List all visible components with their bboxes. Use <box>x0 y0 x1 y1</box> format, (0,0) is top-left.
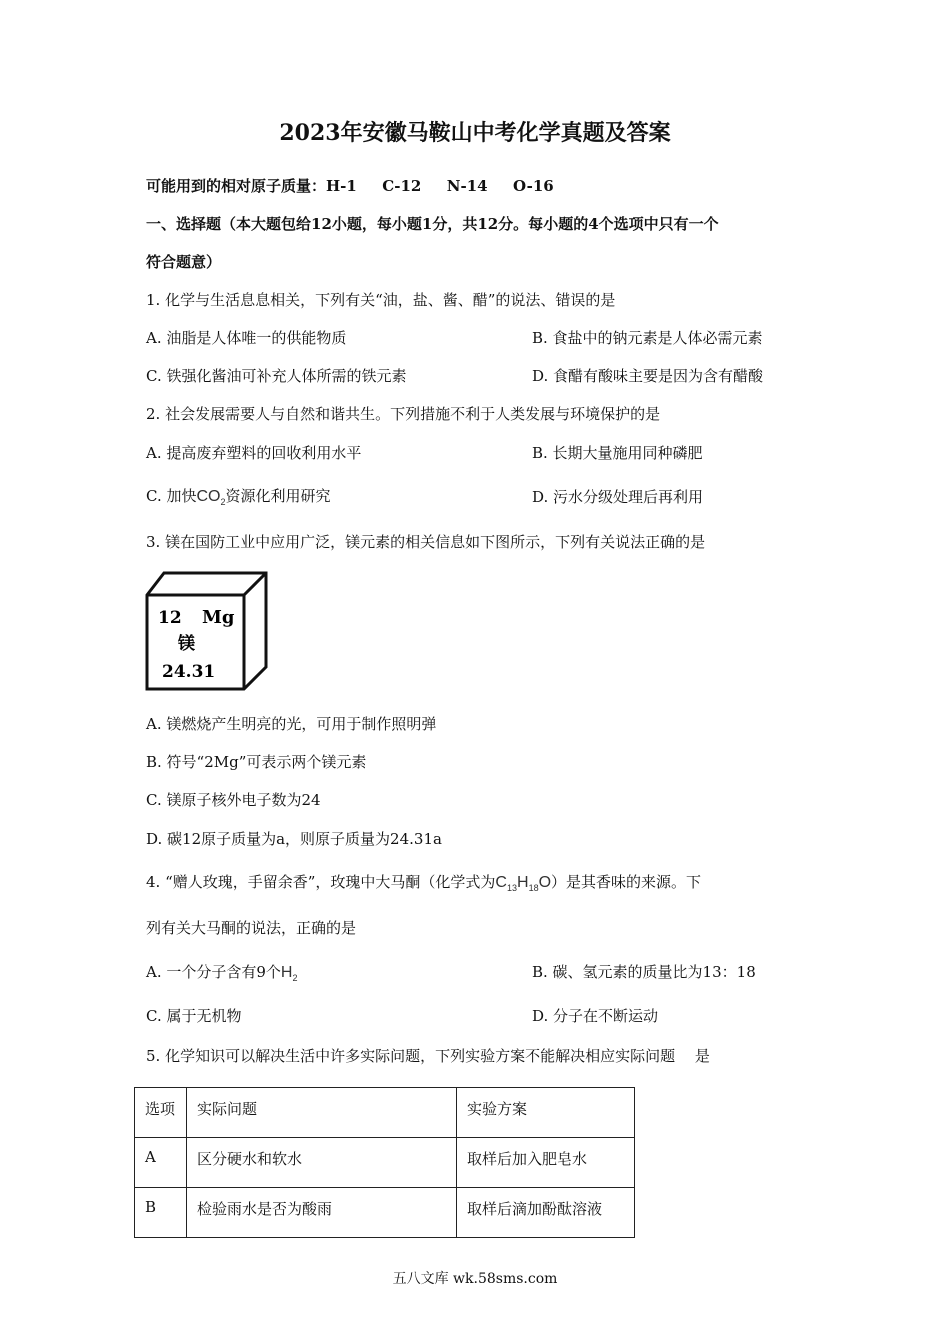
q2-option-c-post: 资源化利用研究 <box>225 487 331 505</box>
table-cell: B <box>135 1188 187 1238</box>
formula-h-sub: 18 <box>528 883 539 894</box>
q2-option-c-pre: C. 加快 <box>146 487 197 505</box>
q4-stem <box>146 872 701 898</box>
h2-subscript: 2 <box>292 973 298 984</box>
table-row <box>135 1138 635 1188</box>
q4-option-a-pre: A. 一个分子含有9个 <box>146 963 281 981</box>
q1-option-a: A. 油脂是人体唯一的供能物质 <box>146 329 347 347</box>
element-mass: 24.31 <box>162 662 216 682</box>
element-name: 镁 <box>178 634 195 654</box>
table-row <box>135 1188 635 1238</box>
q4-stem-line2: 列有关大马酮的说法，正确的是 <box>146 919 357 937</box>
formula-c-sub: 13 <box>506 883 517 894</box>
co2-subscript: 2 <box>220 497 226 508</box>
section-heading-line2: 符合题意） <box>146 253 222 271</box>
q5-stem: 5. 化学知识可以解决生活中许多实际问题，下列实验方案不能解决相应实际问题 是 <box>146 1047 710 1065</box>
h2-formula <box>280 964 298 984</box>
h2-symbol: H <box>280 964 293 981</box>
footer-watermark: 五八文库 wk.58sms.com <box>392 1271 558 1287</box>
q2-option-d: D. 污水分级处理后再利用 <box>532 488 704 506</box>
co2-symbol: CO <box>196 488 221 505</box>
page-title: 2023年安徽马鞍山中考化学真题及答案 <box>279 120 671 146</box>
atomic-mass-line: 可能用到的相对原子质量：H-1 C-12 N-14 O-16 <box>146 177 554 195</box>
q4-option-b: B. 碳、氢元素的质量比为13：18 <box>532 963 756 981</box>
element-number: 12 <box>158 608 182 628</box>
q3-option-a: A. 镁燃烧产生明亮的光，可用于制作照明弹 <box>146 715 437 733</box>
q4-option-d: D. 分子在不断运动 <box>532 1007 659 1025</box>
q2-stem: 2. 社会发展需要人与自然和谐共生。下列措施不利于人类发展与环境保护的是 <box>146 405 661 423</box>
table-cell: A <box>135 1138 187 1188</box>
q4-option-a <box>146 962 298 988</box>
q4-stem-pre: 4. “赠人玫瑰，手留余香”，玫瑰中大马酮（化学式为 <box>146 873 496 891</box>
q1-option-b: B. 食盐中的钠元素是人体必需元素 <box>532 329 763 347</box>
q3-option-d: D. 碳12原子质量为a，则原子质量为24.31a <box>146 830 442 848</box>
q2-option-b: B. 长期大量施用同种磷肥 <box>532 444 703 462</box>
section-heading-line1: 一、选择题（本大题包给12小题，每小题1分，共12分。每小题的4个选项中只有一个 <box>146 215 719 233</box>
table-cell: 取样后加入肥皂水 <box>457 1138 635 1188</box>
element-symbol: Mg <box>202 607 235 628</box>
q1-stem: 1. 化学与生活息息相关，下列有关“油，盐、酱、醋”的说法、错误的是 <box>146 291 616 309</box>
q4-stem-post: ）是其香味的来源。下 <box>551 873 702 891</box>
q3-option-c: C. 镁原子核外电子数为24 <box>146 791 321 809</box>
q4-option-c: C. 属于无机物 <box>146 1007 242 1025</box>
table-header-cell: 实验方案 <box>457 1088 635 1138</box>
damascone-formula <box>495 874 552 894</box>
table-header-row <box>135 1088 635 1138</box>
q1-option-d: D. 食醋有酸味主要是因为含有醋酸 <box>532 367 764 385</box>
formula-o: O <box>538 874 552 891</box>
q3-option-b: B. 符号“2Mg”可表示两个镁元素 <box>146 753 367 771</box>
q2-option-c <box>146 486 331 512</box>
q5-table <box>134 1087 635 1238</box>
table-header-cell: 选项 <box>135 1088 187 1138</box>
co2-formula <box>196 488 226 508</box>
table-cell: 区分硬水和软水 <box>187 1138 457 1188</box>
table-cell: 检验雨水是否为酸雨 <box>187 1188 457 1238</box>
q3-stem: 3. 镁在国防工业中应用广泛，镁元素的相关信息如下图所示，下列有关说法正确的是 <box>146 533 706 551</box>
table-cell: 取样后滴加酚酞溶液 <box>457 1188 635 1238</box>
element-card-magnesium <box>144 571 270 691</box>
formula-c: C <box>495 874 507 891</box>
formula-h: H <box>517 874 529 891</box>
q2-option-a: A. 提高废弃塑料的回收利用水平 <box>146 444 362 462</box>
table-header-cell: 实际问题 <box>187 1088 457 1138</box>
q1-option-c: C. 铁强化酱油可补充人体所需的铁元素 <box>146 367 407 385</box>
